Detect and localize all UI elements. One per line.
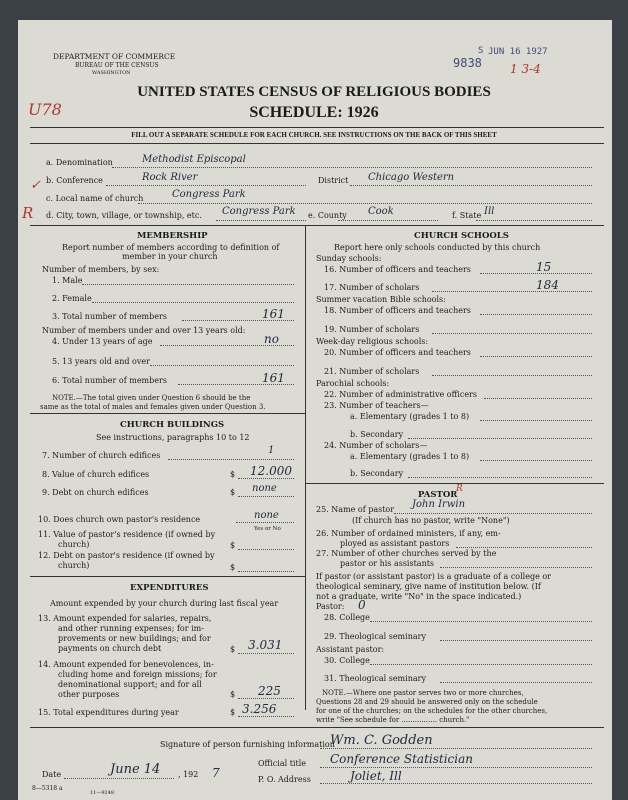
q24a-label: a. Elementary (grades 1 to 8) (350, 452, 470, 461)
q8-label: 8. Value of church edifices (42, 470, 150, 479)
form-title: UNITED STATES CENSUS OF RELIGIOUS BODIES (137, 84, 491, 100)
pastor-instr-1: If pastor (or assistant pastor) is a graduate of a college or (316, 572, 552, 581)
pastor-heading-mark: R (456, 484, 463, 494)
q9-label: 9. Debt on church edifices (42, 488, 149, 497)
q9-dollar: $ (230, 488, 236, 497)
q13-line-2: and other running expenses; for im- (58, 624, 204, 633)
year-prefix: , 192 (178, 770, 199, 779)
denomination-value[interactable]: Methodist Episcopal (142, 154, 246, 165)
handwritten-code: 1 3-4 (510, 62, 541, 76)
city-value[interactable]: Congress Park (222, 206, 296, 217)
district-label: District (318, 176, 349, 185)
pastor-note-2: Questions 28 and 29 should be answered only on the schedule (316, 698, 538, 706)
q11-label: 11. Value of pastor's residence (if owned by (38, 530, 216, 539)
q14-line-3: denominational support; and for all (58, 680, 202, 689)
q24b-label: b. Secondary (350, 469, 404, 478)
state-label: f. State (452, 211, 482, 220)
q25-note: (If church has no pastor, write "None") (352, 516, 510, 525)
q4-heading: Number of members under and over 13 years old: (42, 326, 246, 335)
q15-label: 15. Total expenditures during year (38, 708, 179, 717)
q8-dollar: $ (230, 470, 236, 479)
county-value[interactable]: Cook (368, 206, 394, 217)
q14-line-2: cluding home and foreign missions; for (58, 670, 217, 679)
expenditures-sub: Amount expended by your church during last fiscal year (50, 599, 279, 608)
q20-label: 20. Number of officers and teachers (324, 348, 471, 357)
expenditures-heading: EXPENDITURES (130, 583, 209, 593)
q13-dollar: $ (230, 645, 236, 654)
q18-label: 18. Number of officers and teachers (324, 306, 471, 315)
q12-label-cont: church) (58, 561, 90, 570)
q26-line-1: 26. Number of ordained ministers, if any, em- (316, 529, 501, 538)
pastor-note-3: for one of the churches; on the schedules for the other churches, (316, 707, 548, 715)
city-label: WASHINGTON (92, 70, 131, 76)
address-value[interactable]: Joliet, Ill (350, 769, 402, 783)
denomination-label: a. Denomination (46, 158, 113, 167)
signature-label: Signature of person furnishing information (160, 740, 335, 749)
q27-line-2: pastor or his assistants (340, 559, 435, 568)
county-label: e. County (308, 211, 347, 220)
red-check-mark: ✓ (30, 178, 41, 193)
q16-value[interactable]: 15 (536, 260, 552, 274)
membership-note-2: same as the total of males and females given under Question 3. (40, 403, 266, 411)
q23a-label: a. Elementary (grades 1 to 8) (350, 412, 470, 421)
q10-value[interactable]: none (254, 510, 279, 521)
pastor-note-1: NOTE.—Where one pastor serves two or more churches, (322, 689, 524, 697)
q30-label: 30. College (324, 656, 370, 665)
official-title-value[interactable]: Conference Statistician (330, 752, 473, 766)
q27-line-1: 27. Number of other churches served by the (316, 549, 497, 558)
q26-line-2: ployed as assistant pastors (340, 539, 450, 548)
q24-label: 24. Number of scholars— (324, 441, 428, 450)
yes-no-hint: Yes or No (254, 526, 281, 532)
weekday-schools-label: Week-day religious schools: (316, 337, 429, 346)
pastor-instr-2: theological seminary, give name of institution below. (If (316, 582, 541, 591)
signature-value[interactable]: Wm. C. Godden (330, 733, 433, 748)
q17-value[interactable]: 184 (536, 278, 559, 292)
buildings-heading: CHURCH BUILDINGS (120, 420, 225, 430)
instruction-banner: FILL OUT A SEPARATE SCHEDULE FOR EACH CHURCH. SEE INSTRUCTIONS ON THE BACK OF THIS SHEET (131, 131, 497, 139)
q23-label: 23. Number of teachers— (324, 401, 429, 410)
stamp-date: JUN 16 1927 (488, 47, 548, 57)
pastor-note-4: write "See schedule for ................ church." (316, 716, 470, 724)
date-value[interactable]: June 14 (110, 762, 161, 777)
q25-value[interactable]: John Irwin (412, 499, 466, 510)
q4-under-13-label: 4. Under 13 years of age (52, 337, 153, 346)
local-name-value[interactable]: Congress Park (172, 189, 246, 200)
department-label: DEPARTMENT OF COMMERCE (53, 52, 176, 61)
pastor-label: Pastor: (316, 602, 345, 611)
state-value[interactable]: Ill (484, 206, 495, 217)
q19-label: 19. Number of scholars (324, 325, 420, 334)
q13-line-4: payments on church debt (58, 644, 162, 653)
form-number: U78 (28, 100, 62, 119)
q14-line-1: 14. Amount expended for benevolences, in- (38, 660, 214, 669)
q22-label: 22. Number of administrative officers (324, 390, 477, 399)
schools-heading: CHURCH SCHOOLS (414, 231, 509, 241)
membership-sub-1: Report number of members according to definition of (62, 243, 280, 252)
bureau-label: BUREAU OF THE CENSUS (75, 62, 159, 69)
red-r-mark: R (22, 204, 34, 222)
q31-label: 31. Theological seminary (324, 674, 426, 683)
year-value[interactable]: 7 (212, 766, 220, 780)
conference-value[interactable]: Rock River (142, 172, 198, 183)
q7-label: 7. Number of church edifices (42, 451, 161, 460)
q14-line-4: other purposes (58, 690, 120, 699)
q10-label: 10. Does church own pastor's residence (38, 515, 201, 524)
q4-under-13-value[interactable]: no (264, 332, 279, 346)
schedule-title: SCHEDULE: 1926 (249, 104, 379, 121)
membership-sub-2: member in your church (122, 252, 218, 261)
buildings-sub: See instructions, paragraphs 10 to 12 (96, 433, 250, 442)
q3-total-value[interactable]: 161 (262, 307, 285, 321)
assistant-pastor-label: Assistant pastor: (316, 645, 385, 654)
q6-total-label: 6. Total number of members (52, 376, 167, 385)
official-title-label: Official title (258, 759, 306, 768)
form-code: 8—5318 a (32, 785, 63, 792)
sunday-schools-label: Sunday schools: (316, 254, 382, 263)
pastor-instr-3: not a graduate, write "No" in the space indicated.) (316, 592, 522, 601)
q12-dollar: $ (230, 563, 236, 572)
schools-sub: Report here only schools conducted by this church (334, 243, 541, 252)
q23b-label: b. Secondary (350, 430, 404, 439)
pastor-heading: PASTOR (418, 490, 458, 500)
membership-heading: MEMBERSHIP (137, 231, 208, 241)
q1-male-label: 1. Male (52, 276, 83, 285)
q28-label: 28. College (324, 613, 370, 622)
summer-schools-label: Summer vacation Bible schools: (316, 295, 446, 304)
address-label: P. O. Address (258, 775, 311, 784)
q3-total-label: 3. Total number of members (52, 312, 167, 321)
q5-over-13-label: 5. 13 years old and over (52, 357, 150, 366)
members-by-sex-label: Number of members, by sex: (42, 265, 160, 274)
stamp-letter: S (478, 46, 484, 56)
city-label-field: d. City, town, village, or township, etc. (46, 211, 202, 220)
membership-note-1: NOTE.—The total given under Question 6 should be the (52, 394, 251, 402)
q29-label: 29. Theological seminary (324, 632, 426, 641)
q12-label: 12. Debt on pastor's residence (if owned by (38, 551, 215, 560)
q14-value[interactable]: 225 (258, 684, 281, 698)
q6-total-value[interactable]: 161 (262, 371, 285, 385)
stamp-number: 9838 (453, 56, 482, 70)
q14-dollar: $ (230, 690, 236, 699)
q11-dollar: $ (230, 541, 236, 550)
q15-dollar: $ (230, 708, 236, 717)
district-value[interactable]: Chicago Western (368, 172, 455, 183)
date-label: Date (42, 770, 62, 779)
q15-value[interactable]: 3.256 (242, 702, 277, 716)
q25-label: 25. Name of pastor (316, 505, 395, 514)
q13-line-3: provements or new buildings; and for (58, 634, 211, 643)
q13-line-1: 13. Amount expended for salaries, repairs, (38, 614, 212, 623)
q9-value[interactable]: none (252, 483, 277, 494)
parochial-schools-label: Parochial schools: (316, 379, 390, 388)
conference-label: b. Conference (46, 176, 103, 185)
q21-label: 21. Number of scholars (324, 367, 420, 376)
local-name-label: c. Local name of church (46, 194, 144, 203)
q16-label: 16. Number of officers and teachers (324, 265, 471, 274)
pastor-value[interactable]: 0 (358, 598, 366, 612)
q17-label: 17. Number of scholars (324, 283, 420, 292)
print-code: 11—9248 (90, 790, 115, 796)
q7-value[interactable]: 1 (268, 445, 275, 456)
q13-value[interactable]: 3.031 (248, 638, 283, 652)
q11-label-cont: church) (58, 540, 90, 549)
q2-female-label: 2. Female (52, 294, 92, 303)
q8-value[interactable]: 12.000 (250, 464, 292, 478)
